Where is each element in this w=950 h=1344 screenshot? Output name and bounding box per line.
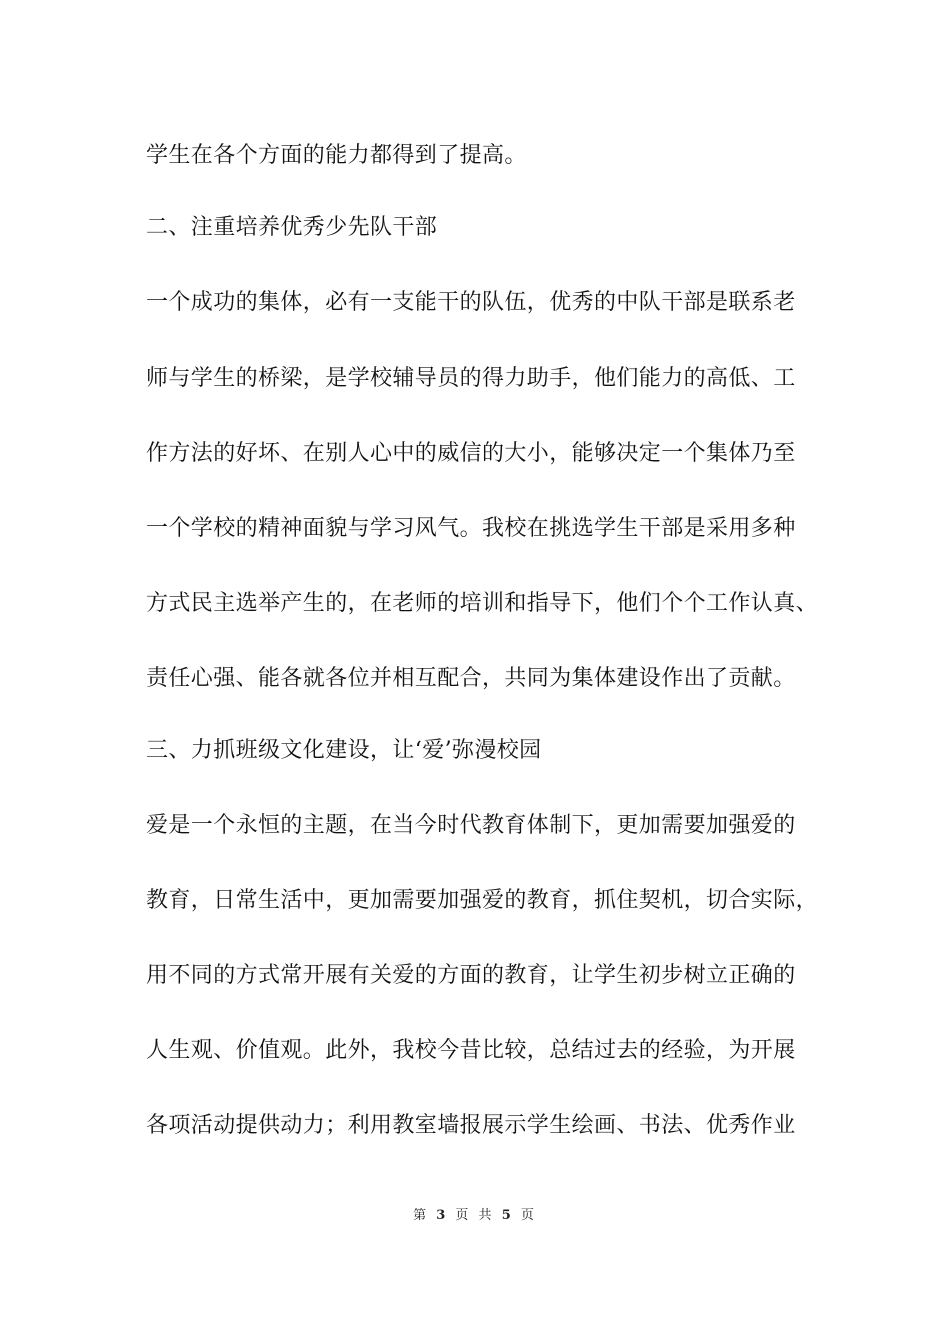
body-line: 方式民主选举产生的，在老师的培训和指导下，他们个个工作认真、 xyxy=(146,591,819,616)
page-footer xyxy=(0,1207,950,1225)
body-line: 作方法的好坏、在别人心中的威信的大小，能够决定一个集体乃至 xyxy=(146,441,796,466)
body-line: 学生在各个方面的能力都得到了提高。 xyxy=(146,143,527,168)
body-line: 人生观、价值观。此外，我校今昔比较，总结过去的经验，为开展 xyxy=(146,1038,796,1063)
current-page-number: 3 xyxy=(436,1208,449,1223)
body-line: 用不同的方式常开展有关爱的方面的教育，让学生初步树立正确的 xyxy=(146,963,796,988)
body-line: 责任心强、能各就各位并相互配合，共同为集体建设作出了贡献。 xyxy=(146,666,796,691)
body-line: 教育，日常生活中，更加需要加强爱的教育，抓住契机，切合实际， xyxy=(146,888,819,913)
body-line: 一个成功的集体，必有一支能干的队伍，优秀的中队干部是联系老 xyxy=(146,290,796,315)
body-line: 师与学生的桥梁，是学校辅导员的得力助手，他们能力的高低、工 xyxy=(146,366,796,391)
footer-middle: 页 共 xyxy=(455,1208,495,1223)
footer-suffix: 页 xyxy=(520,1208,537,1223)
total-pages-number: 5 xyxy=(501,1208,514,1223)
body-line: 爱是一个永恒的主题，在当今时代教育体制下，更加需要加强爱的 xyxy=(146,813,796,838)
section-heading: 三、力抓班级文化建设，让‘爱’弥漫校园 xyxy=(146,738,542,763)
section-heading: 二、注重培养优秀少先队干部 xyxy=(146,215,438,240)
body-line: 一个学校的精神面貌与学习风气。我校在挑选学生干部是采用多种 xyxy=(146,516,796,541)
body-line: 各项活动提供动力；利用教室墙报展示学生绘画、书法、优秀作业 xyxy=(146,1113,796,1138)
footer-prefix: 第 xyxy=(413,1208,430,1223)
